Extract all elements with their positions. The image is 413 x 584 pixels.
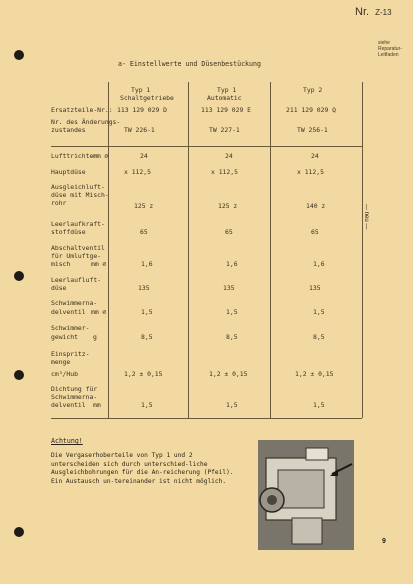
row-label: Lufttrichter [51,152,98,160]
column-type: Typ 2 [303,86,323,94]
revision-mark: — neu — [363,204,369,230]
status-label: zustandes [51,126,86,134]
row-unit: g [93,333,97,341]
row-label: menge [51,358,71,366]
row-unit: mm [93,401,101,409]
column-subtype: Schaltgetriebe [120,94,174,102]
row-value: 140 z [306,202,326,210]
row-value: 1,6 [226,260,238,268]
row-value: 1,5 [141,308,153,316]
row-value: 8,5 [141,333,153,341]
row-value: 1,2 ± 0,15 [209,370,248,378]
row-value: 1,2 ± 0,15 [124,370,163,378]
row-value: 24 [140,152,148,160]
row-label: Abschaltventil [51,244,105,252]
page-number: 9 [382,538,386,545]
row-value: 1,6 [313,260,325,268]
row-unit: mm ∅ [93,152,109,160]
row-label: cm³/Hub [51,370,78,378]
column-type: Typ 1 [131,86,151,94]
row-label: Leerlaufkraft- [51,220,105,228]
row-value: 1,5 [226,401,238,409]
column-type: Typ 1 [217,86,237,94]
part-no-value: 113 129 029 D [117,106,168,114]
row-value: 1,5 [313,308,325,316]
row-label: gewicht [51,333,78,341]
row-label: Hauptdüse [51,168,86,176]
row-value: 8,5 [313,333,325,341]
row-value: 1,5 [141,401,153,409]
row-value: 65 [140,228,148,236]
row-value: 125 z [134,202,154,210]
row-value: 135 [309,284,321,292]
row-label: stoffdüse [51,228,86,236]
status-value: TW 226-1 [124,126,155,134]
row-label: für Umluftge- [51,252,102,260]
row-value: 65 [311,228,319,236]
page-id-label: Nr. [355,6,370,18]
column-subtype: Automatic [207,94,242,102]
row-value: 1,5 [226,308,238,316]
note-title: Achtung! [51,437,83,445]
row-value: x 112,5 [211,168,238,176]
row-value: 135 [223,284,235,292]
part-no-value: 113 129 029 E [201,106,252,114]
status-value: TW 256-1 [297,126,328,134]
part-no-label: Ersatzteile-Nr.: [51,106,113,114]
row-label: düse mit Misch- [51,191,109,199]
row-value: 8,5 [226,333,238,341]
status-value: TW 227-1 [209,126,240,134]
row-label: delventil [51,401,86,409]
status-label: Nr. des Änderungs- [51,118,121,126]
part-no-value: 211 129 029 Q [286,106,337,114]
row-value: 135 [138,284,150,292]
row-label: Schwimmerna- [51,393,98,401]
row-value: x 112,5 [297,168,324,176]
row-value: 65 [225,228,233,236]
row-value: 24 [225,152,233,160]
row-label: delventil [51,308,86,316]
row-label: Leerlaufluft- [51,276,102,284]
row-value: 24 [311,152,319,160]
carburetor-illustration [258,440,354,550]
row-label: düse [51,284,67,292]
row-label: Schwimmer- [51,324,90,332]
row-label: rohr [51,199,67,207]
row-value: 1,5 [313,401,325,409]
row-label: Ausgleichluft- [51,183,105,191]
row-value: 1,6 [141,260,153,268]
row-value: 1,2 ± 0,15 [295,370,334,378]
row-value: 125 z [218,202,238,210]
row-unit: mm ∅ [91,260,107,268]
row-value: x 112,5 [124,168,151,176]
row-label: Einspritz- [51,350,90,358]
note-text: Die Vergaserhoberteile von Typ 1 und 2 unterscheiden sich durch unterschied-liche Ausgleichbohrungen für die An-reicherung (Pfeil). Ein Austausch un-tereinander ist nicht möglich. [51,452,234,485]
side-note: siehe Reparatur-Leitfaden [378,40,402,58]
row-label: Schwimmerna- [51,299,98,307]
carburetor-photo [258,440,354,550]
row-label: Dichtung für [51,385,98,393]
page-id-value: Z-13 [375,8,392,17]
row-unit: mm ∅ [91,308,107,316]
row-label: misch [51,260,71,268]
page-title: a- Einstellwerte und Düsenbestückung [118,60,261,68]
